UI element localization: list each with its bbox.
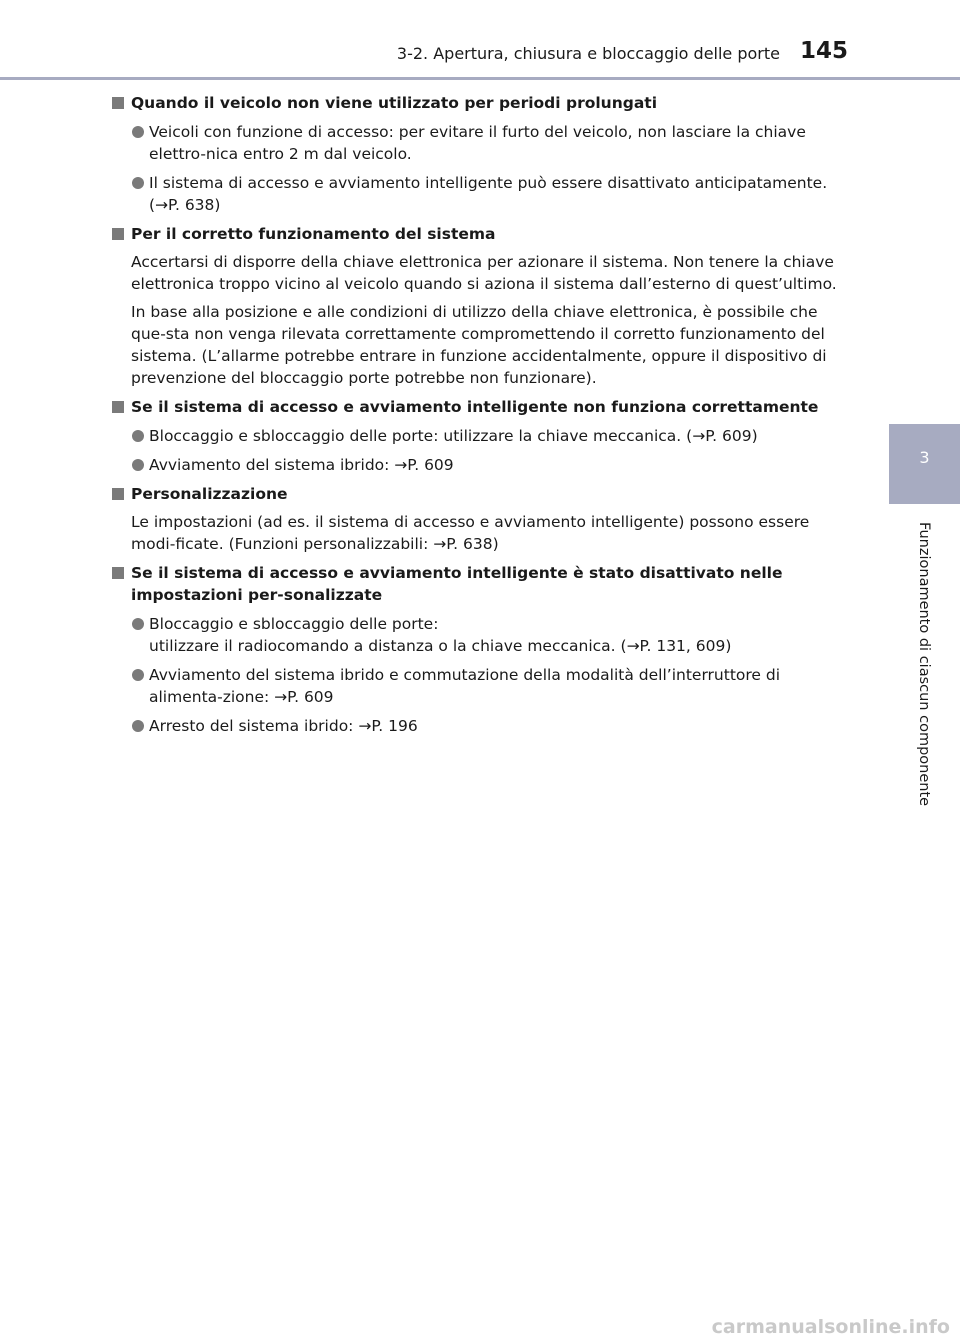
bullet-item <box>112 454 856 476</box>
section-heading <box>112 223 856 245</box>
heading-text: Personalizzazione <box>131 485 288 503</box>
bullet-item <box>112 613 856 657</box>
round-bullet-icon <box>132 720 144 732</box>
section-heading <box>112 562 856 606</box>
heading-text: Per il corretto funzionamento del sistema <box>131 225 496 243</box>
heading-text: Quando il veicolo non viene utilizzato per periodi prolungati <box>131 94 658 112</box>
bullet-item <box>112 715 856 737</box>
section-heading <box>112 396 856 418</box>
bullet-text: utilizzare il radiocomando a distanza o la chiave meccanica. (→P. 131, 609) <box>149 637 732 655</box>
watermark: carmanualsonline.info <box>711 1316 950 1338</box>
bullet-text: Avviamento del sistema ibrido e commutazione della modalità dell’interruttore di alimenta-zione: →P. 609 <box>149 666 781 706</box>
paragraph: In base alla posizione e alle condizioni di utilizzo della chiave elettronica, è possibile che que-sta non venga rilevata correttamente compromettendo il corretto funzionamento del sistema. (L’allarme potrebbe entrare in funzione accidentalmente, oppure il dispositivo di prevenzione del bloccaggio porte potrebbe non funzionare). <box>131 303 827 387</box>
heading-text: Se il sistema di accesso e avviamento intelligente è stato disattivato nelle impostazioni per-sonalizzate <box>131 564 783 604</box>
bullet-text: Veicoli con funzione di accesso: per evitare il furto del veicolo, non lasciare la chiave elettro-nica entro 2 m dal veicolo. <box>149 123 806 163</box>
chapter-title: Funzionamento di ciascun componente <box>916 521 932 807</box>
square-bullet-icon <box>112 401 124 413</box>
square-bullet-icon <box>112 228 124 240</box>
heading-text: Se il sistema di accesso e avviamento intelligente non funziona correttamente <box>131 398 819 416</box>
chapter-tab <box>889 424 960 504</box>
round-bullet-icon <box>132 177 144 189</box>
section-heading <box>112 483 856 505</box>
round-bullet-icon <box>132 669 144 681</box>
bullet-text: Arresto del sistema ibrido: →P. 196 <box>149 717 418 735</box>
section-title: 3-2. Apertura, chiusura e bloccaggio delle porte <box>396 44 780 63</box>
round-bullet-icon <box>132 430 144 442</box>
square-bullet-icon <box>112 97 124 109</box>
paragraph: Le impostazioni (ad es. il sistema di accesso e avviamento intelligente) possono essere modi-ficate. (Funzioni personalizzabili: →P. 638) <box>131 513 810 553</box>
round-bullet-icon <box>132 618 144 630</box>
paragraph: Accertarsi di disporre della chiave elettronica per azionare il sistema. Non tenere la chiave elettronica troppo vicino al veicolo quando si aziona il sistema dall’esterno di quest’ultimo. <box>131 253 837 293</box>
round-bullet-icon <box>132 459 144 471</box>
page-number: 145 <box>800 38 849 64</box>
chapter-number: 3 <box>919 448 930 467</box>
bullet-item <box>112 172 856 216</box>
square-bullet-icon <box>112 567 124 579</box>
bullet-text: Bloccaggio e sbloccaggio delle porte: utilizzare la chiave meccanica. (→P. 609) <box>149 427 758 445</box>
bullet-text: Avviamento del sistema ibrido: →P. 609 <box>149 456 454 474</box>
bullet-text: Il sistema di accesso e avviamento intelligente può essere disattivato anticipatamente. <box>149 174 828 192</box>
header-rule <box>0 77 960 80</box>
bullet-text: Bloccaggio e sbloccaggio delle porte: <box>149 615 439 633</box>
page-reference: (→P. 638) <box>149 196 221 214</box>
bullet-item <box>112 425 856 447</box>
square-bullet-icon <box>112 488 124 500</box>
bullet-item <box>112 664 856 708</box>
round-bullet-icon <box>132 126 144 138</box>
section-heading <box>112 92 856 114</box>
page-content <box>112 92 856 737</box>
bullet-item <box>112 121 856 165</box>
